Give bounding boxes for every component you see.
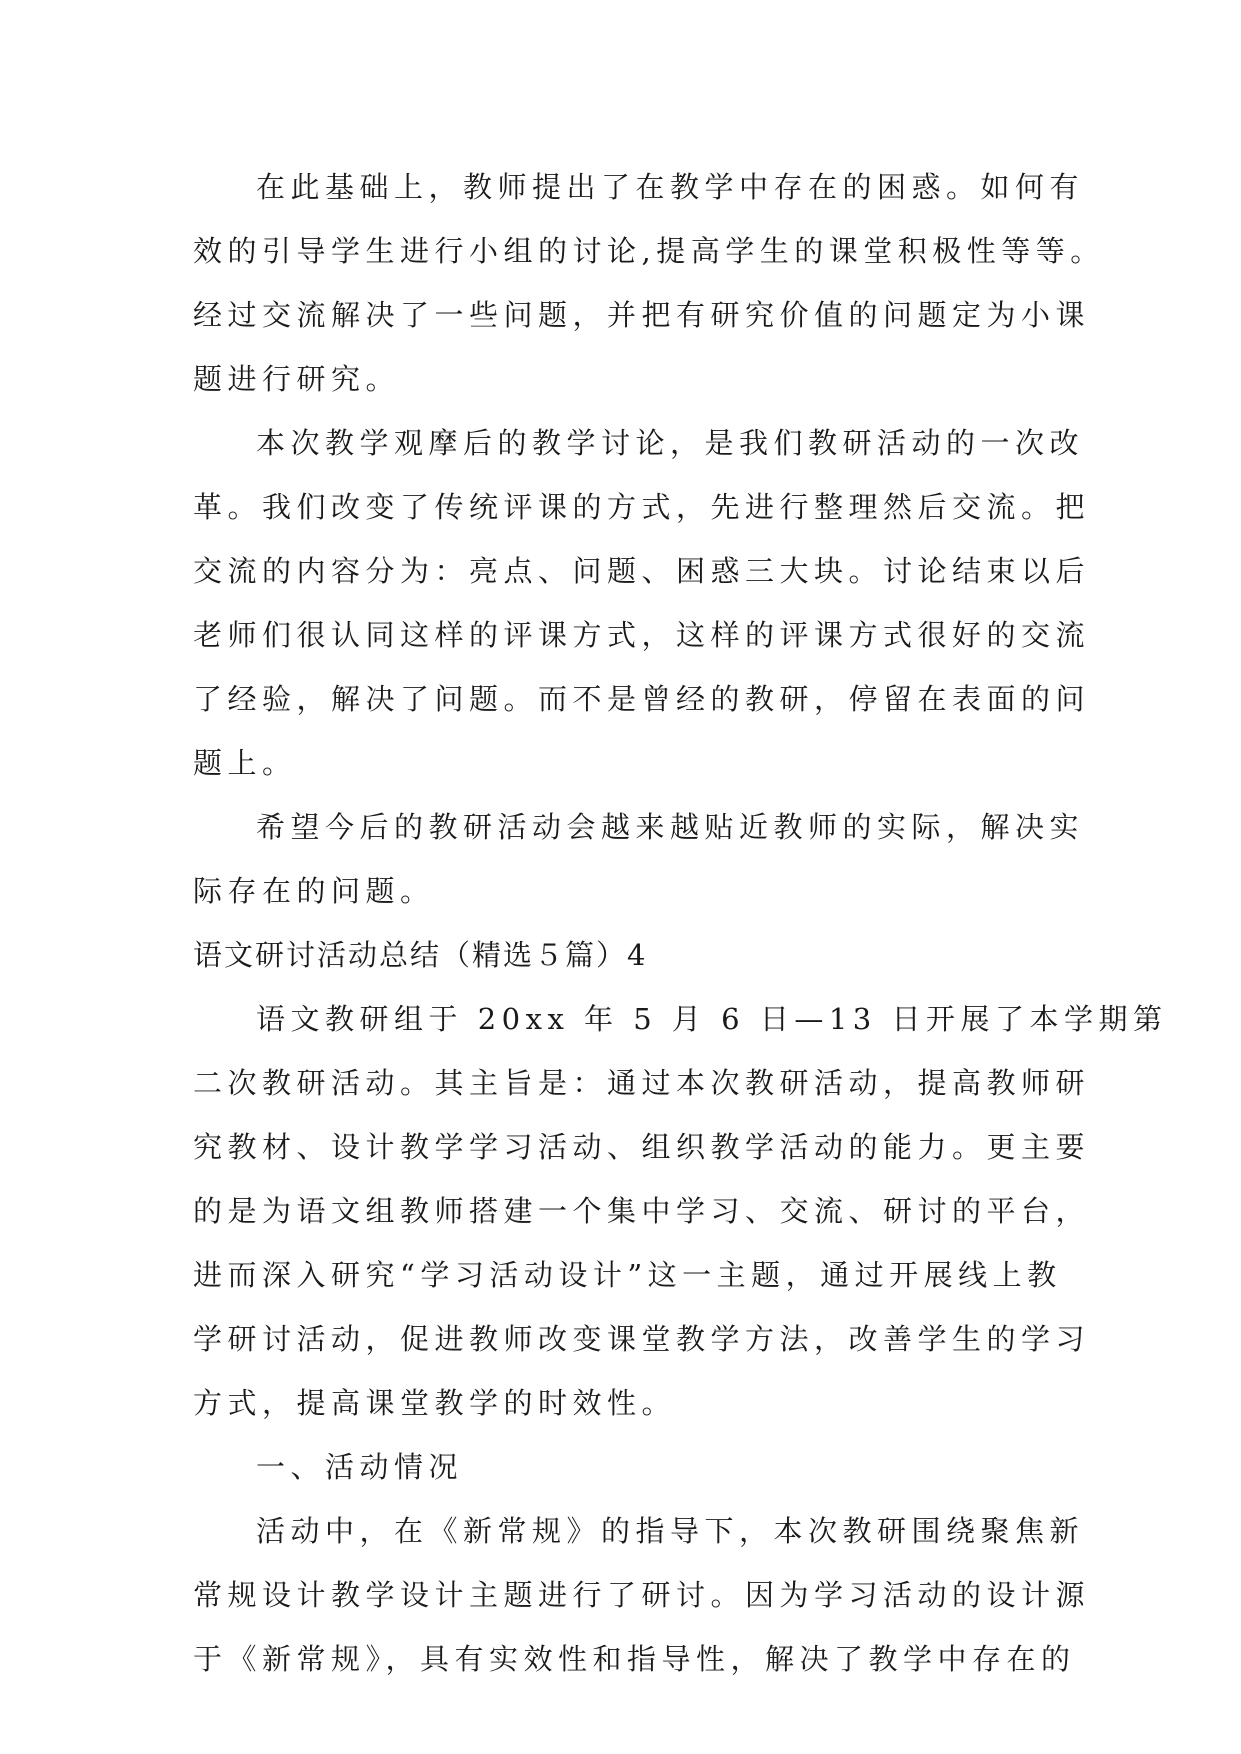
paragraph-line: 经过交流解决了一些问题，并把有研究价值的问题定为小课 <box>193 298 1091 332</box>
paragraph-line: 本次教学观摩后的教学讨论，是我们教研活动的一次改 <box>256 426 1085 460</box>
paragraph-line: 学研讨活动，促进教师改变课堂教学方法，改善学生的学习 <box>193 1322 1091 1356</box>
paragraph-line: 交流的内容分为：亮点、问题、困惑三大块。讨论结束以后 <box>193 554 1091 588</box>
paragraph-line: 在此基础上，教师提出了在教学中存在的困惑。如何有 <box>256 170 1085 204</box>
paragraph-line: 题进行研究。 <box>193 362 401 396</box>
paragraph-line: 革。我们改变了传统评课的方式，先进行整理然后交流。把 <box>193 490 1091 524</box>
paragraph-line: 效的引导学生进行小组的讨论,提高学生的课堂积极性等等。 <box>193 234 1105 268</box>
paragraph-line: 老师们很认同这样的评课方式，这样的评课方式很好的交流 <box>193 618 1091 652</box>
paragraph-line: 际存在的问题。 <box>193 874 435 908</box>
paragraph-line: 的是为语文组教师搭建一个集中学习、交流、研讨的平台， <box>193 1194 1091 1228</box>
paragraph-line: 方式，提高课堂教学的时效性。 <box>193 1386 677 1420</box>
paragraph-line: 活动中，在《新常规》的指导下，本次教研围绕聚焦新 <box>256 1514 1085 1548</box>
paragraph-line: 二次教研活动。其主旨是：通过本次教研活动，提高教师研 <box>193 1066 1091 1100</box>
subsection-heading: 一、活动情况 <box>256 1450 464 1484</box>
paragraph-line: 语文教研组于 20xx 年 5 月 6 日—13 日开展了本学期第 <box>256 1002 1168 1036</box>
paragraph-line: 常规设计教学设计主题进行了研讨。因为学习活动的设计源 <box>193 1578 1091 1612</box>
paragraph-line: 究教材、设计教学学习活动、组织教学活动的能力。更主要 <box>193 1130 1091 1164</box>
paragraph-line: 了经验，解决了问题。而不是曾经的教研，停留在表面的问 <box>193 682 1091 716</box>
paragraph-line: 于《新常规》，具有实效性和指导性，解决了教学中存在的 <box>193 1642 1076 1676</box>
paragraph-line: 希望今后的教研活动会越来越贴近教师的实际，解决实 <box>256 810 1085 844</box>
section-heading: 语文研讨活动总结（精选５篇）4 <box>193 938 648 972</box>
paragraph-line: 题上。 <box>193 746 297 780</box>
paragraph-line: 进而深入研究“学习活动设计”这一主题，通过开展线上教 <box>193 1258 1062 1292</box>
